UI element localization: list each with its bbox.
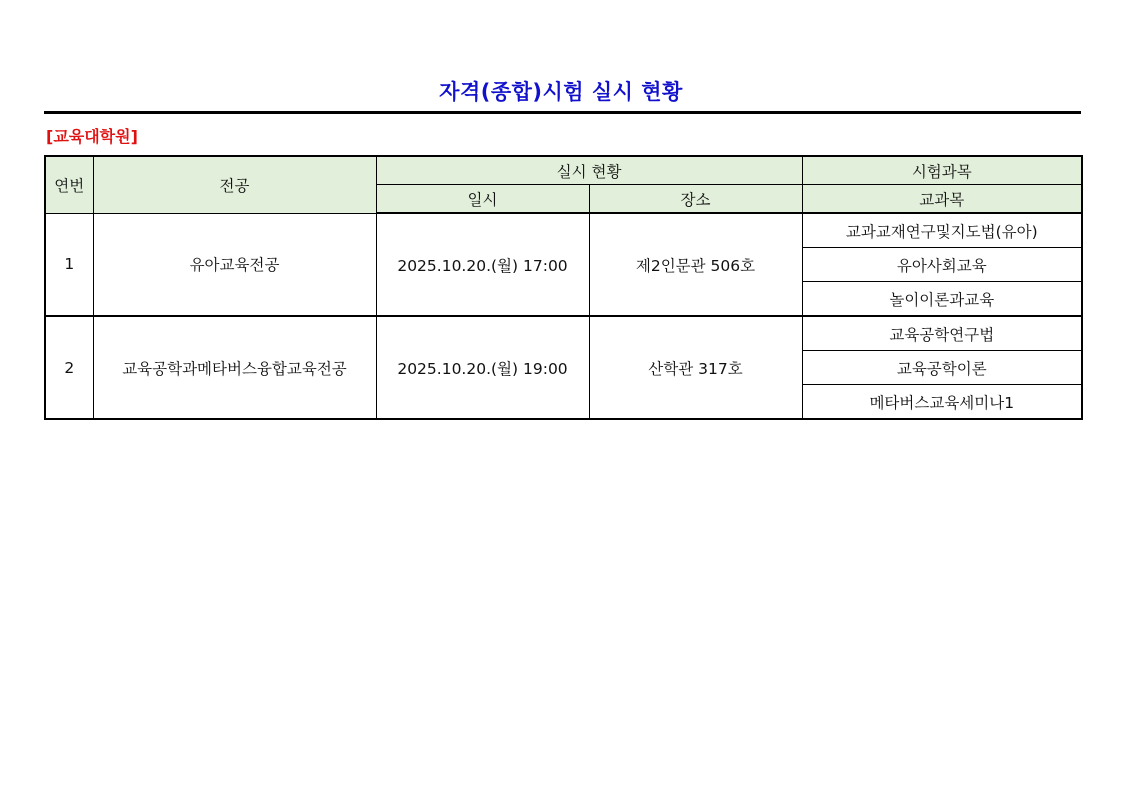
table-row [45, 213, 1082, 248]
row-no: 2 [45, 316, 93, 419]
row-place: 산학관 317호 [589, 316, 802, 419]
header-status-date: 일시 [376, 185, 589, 214]
header-status: 실시 현황 [376, 156, 802, 185]
row-course: 메타버스교육세미나1 [802, 385, 1082, 420]
row-major: 유아교육전공 [93, 213, 376, 316]
header-status-place: 장소 [589, 185, 802, 214]
row-no: 1 [45, 213, 93, 316]
header-subjects: 시험과목 [802, 156, 1082, 185]
page-title: 자격(종합)시험 실시 현황 [439, 80, 683, 104]
header-no: 연번 [45, 156, 93, 213]
row-place: 제2인문관 506호 [589, 213, 802, 316]
title-divider [44, 111, 1081, 114]
exam-status-table [44, 155, 1083, 420]
row-datetime: 2025.10.20.(월) 17:00 [376, 213, 589, 316]
row-major: 교육공학과메타버스융합교육전공 [93, 316, 376, 419]
row-course: 놀이이론과교육 [802, 282, 1082, 317]
table-row [45, 316, 1082, 351]
header-major: 전공 [93, 156, 376, 213]
row-course: 교육공학연구법 [802, 316, 1082, 351]
header-subjects-course: 교과목 [802, 185, 1082, 214]
row-course: 교과교재연구및지도법(유아) [802, 213, 1082, 248]
row-course: 유아사회교육 [802, 248, 1082, 282]
row-datetime: 2025.10.20.(월) 19:00 [376, 316, 589, 419]
row-course: 교육공학이론 [802, 351, 1082, 385]
section-label: [교육대학원] [46, 127, 138, 146]
